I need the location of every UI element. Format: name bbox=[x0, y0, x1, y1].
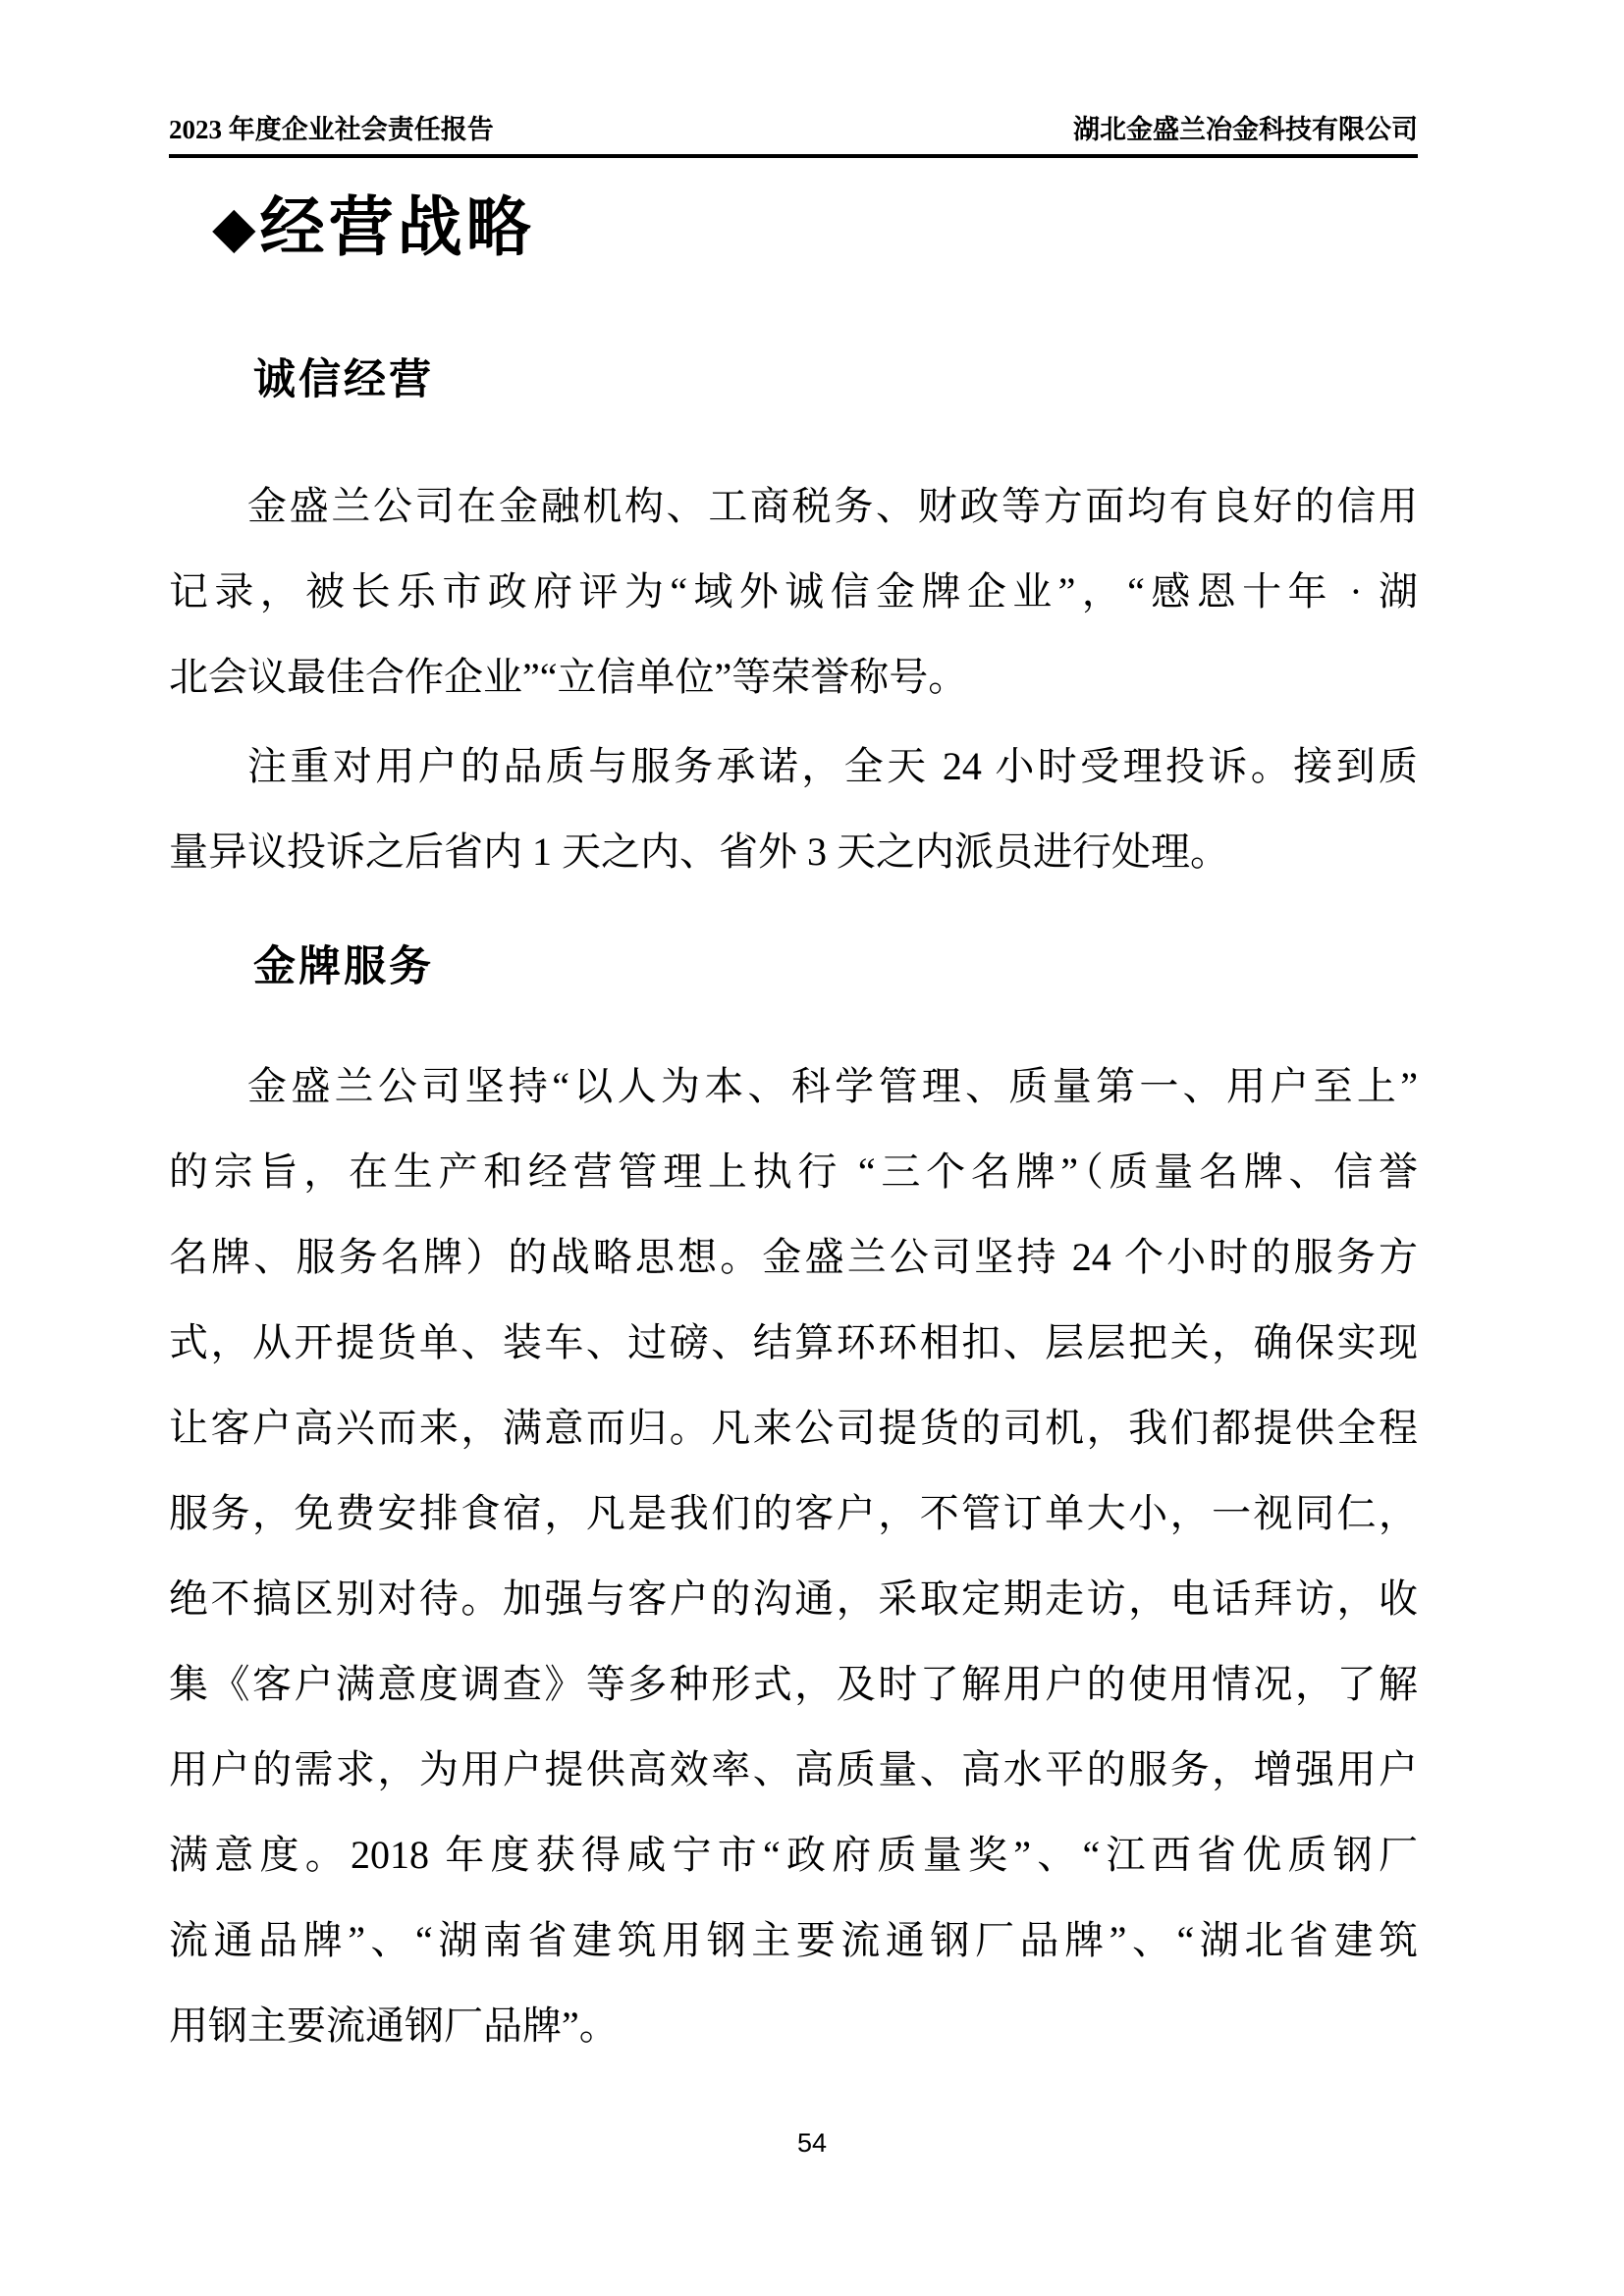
page-number: 54 bbox=[796, 2128, 828, 2158]
text-line: 满意度。2018 年度获得咸宁市“政府质量奖”、“江西省优质钢厂 bbox=[169, 1833, 1418, 1877]
text-line: 用户的需求，为用户提供高效率、高质量、高水平的服务，增强用户 bbox=[169, 1747, 1418, 1791]
text-line: 流通品牌”、“湖南省建筑用钢主要流通钢厂品牌”、“湖北省建筑 bbox=[169, 1918, 1418, 1962]
text-line: 名牌、服务名牌）的战略思想。金盛兰公司坚持 24 个小时的服务方 bbox=[169, 1235, 1418, 1279]
text-line: 量异议投诉之后省内 1 天之内、省外 3 天之内派员进行处理。 bbox=[169, 829, 1229, 874]
text-line: 服务，免费安排食宿，凡是我们的客户，不管订单大小，一视同仁， bbox=[169, 1491, 1418, 1535]
text-line: 绝不搞区别对待。加强与客户的沟通，采取定期走访，电话拜访，收 bbox=[169, 1576, 1418, 1621]
text-line: 金盛兰公司在金融机构、工商税务、财政等方面均有良好的信用 bbox=[247, 484, 1418, 528]
text-line: 注重对用户的品质与服务承诺，全天 24 小时受理投诉。接到质 bbox=[247, 744, 1418, 788]
text-line: 式，从开提货单、装车、过磅、结算环环相扣、层层把关，确保实现 bbox=[169, 1320, 1418, 1364]
paragraph bbox=[169, 463, 1418, 720]
text-line: 用钢主要流通钢厂品牌”。 bbox=[169, 2003, 619, 2048]
section-heading-integrity: 诚信经营 bbox=[253, 356, 434, 403]
text-line: 集《客户满意度调查》等多种形式，及时了解用户的使用情况，了解 bbox=[169, 1662, 1418, 1706]
text-line: 金盛兰公司坚持“以人为本、科学管理、质量第一、用户至上” bbox=[247, 1064, 1418, 1108]
text-line: 让客户高兴而来，满意而归。凡来公司提货的司机，我们都提供全程 bbox=[169, 1406, 1418, 1450]
text-line: 的宗旨，在生产和经营管理上执行 “三个名牌”（质量名牌、信誉 bbox=[169, 1149, 1418, 1194]
text-line: 记录，被长乐市政府评为“域外诚信金牌企业”，“感恩十年 · 湖 bbox=[169, 569, 1418, 614]
chapter-title-text: 经营战略 bbox=[259, 190, 535, 263]
header-report-title: 2023 年度企业社会责任报告 bbox=[169, 115, 494, 144]
paragraph bbox=[169, 723, 1418, 894]
paragraph bbox=[169, 1043, 1418, 2068]
header-company-name: 湖北金盛兰冶金科技有限公司 bbox=[1073, 115, 1418, 144]
page-header bbox=[169, 108, 1418, 158]
chapter-title bbox=[212, 188, 535, 266]
diamond-bullet-icon: ◆ bbox=[212, 194, 256, 259]
text-line: 北会议最佳合作企业”“立信单位”等荣誉称号。 bbox=[169, 655, 968, 699]
section-heading-gold-service: 金牌服务 bbox=[253, 943, 434, 990]
